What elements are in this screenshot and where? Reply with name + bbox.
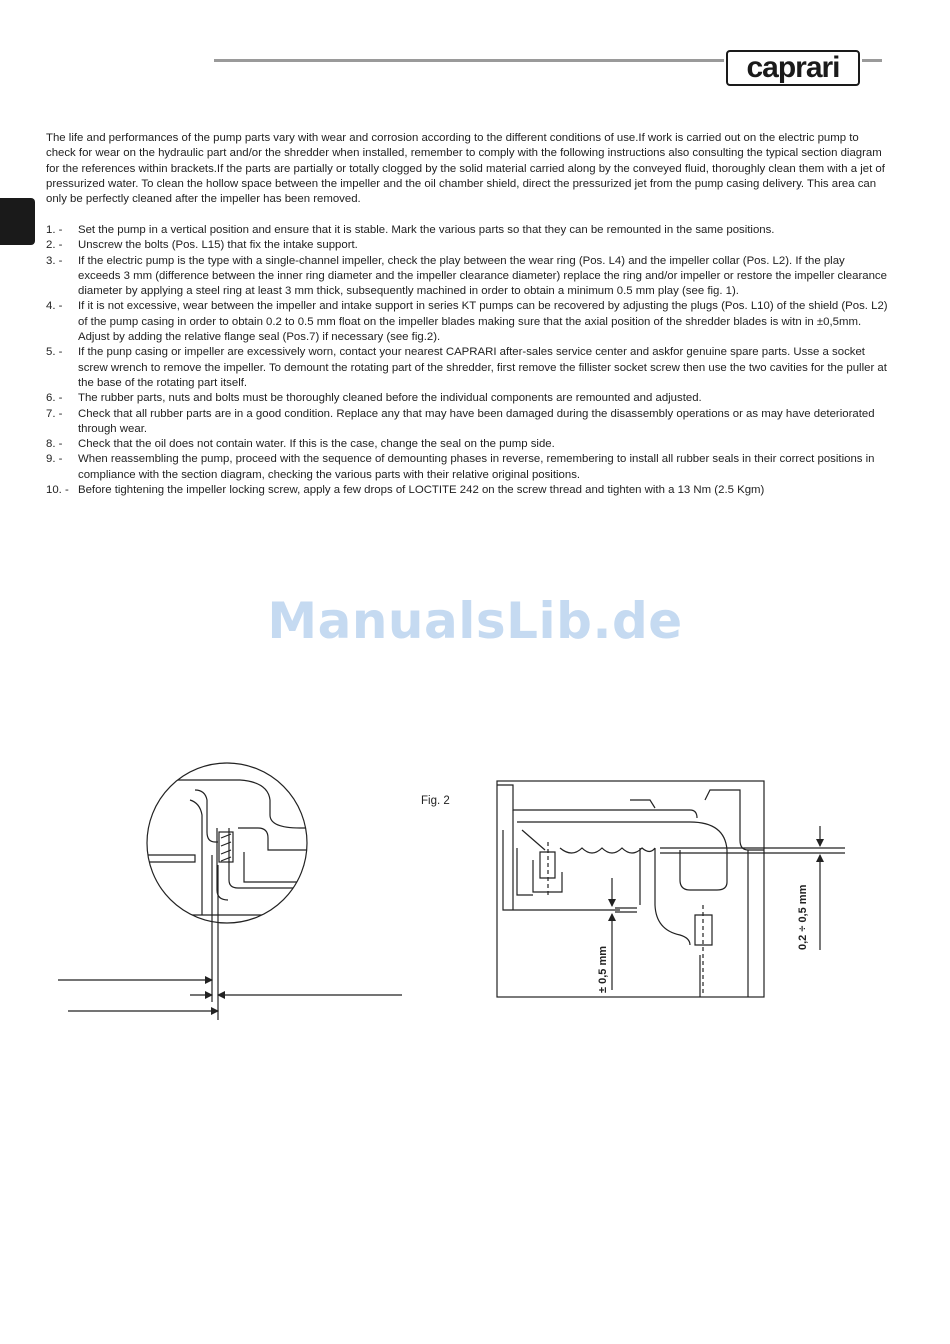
step-number: 8. -	[46, 438, 63, 451]
step-text: Check that all rubber parts are in a good condition. Replace any that may have been damaged during the disassembly operations or as may have deteriorated through wear.	[78, 407, 875, 435]
step-text: Unscrew the bolts (Pos. L15) that fix the intake support.	[78, 239, 358, 252]
step-number: 3. -	[46, 254, 63, 267]
step-number: 4. -	[46, 300, 63, 313]
step-text: If the punp casing or impeller are excessively worn, contact your nearest CAPRARI after-sales service center and askfor genuine spare parts. Usse a socket screw wrench to remove the impeller. To demount the rotating part of the shredder, first remove the fillister socket screw then use the two cavities for the puller at the base of the rotating part itself.	[78, 346, 887, 389]
intro-paragraph: The life and performances of the pump parts vary with wear and corrosion according to the different conditions of use.If work is carried out on the electric pump to check for wear on the hydraulic part and/or the shredder when installed, remember to comply with the following instructions also consulting the typical section diagram for the references within brackets.If the parts are partially or totally clogged by the solid material carried along by the conveyed fluid, thoroughly clean them with a jet of pressurized water. To clean the hollow space between the impeller and the oil chamber shield, direct the pressurized jet from the pump casing delivery. This area can only be perfectly cleaned after the impeller has been removed.	[46, 132, 885, 206]
step-text: Set the pump in a vertical position and ensure that it is stable. Mark the various parts so that they can be remounted in the same positions.	[78, 224, 775, 236]
step-text: Check that the oil does not contain water. If this is the case, change the seal on the pump side.	[78, 438, 555, 451]
step-text: If the electric pump is the type with a single-channel impeller, check the play between the wear ring (Pos. L4) and the impeller collar (Pos. L2). If the play exceeds 3 mm (difference between the inner ring diameter and the impeller clearance diameter) replace the ring and/or impeller or restore the impeller clearance diameter by applying a steel ring at least 3 mm thick, subsequently machined in order to obtain a minimum 0.5 mm play (see fig. 1).	[78, 254, 887, 298]
step-number: 5. -	[46, 346, 63, 359]
step-number: 9. -	[46, 453, 63, 466]
step-text: If it is not excessive, wear between the impeller and intake support in series KT pumps can be recovered by adjusting the plugs (Pos. L10) of the shield (Pos. L2) of the pump casing in order to obtain 0.2 to 0.5 mm float on the impeller blades making sure that the axial position of the shredder blades is witn in ±0,5mm. Adjust by adding the relative flange seal (Pos.7) if necessary (see fig.2).	[78, 300, 888, 344]
step-number: 2. -	[46, 239, 63, 252]
step-number: 6. -	[46, 392, 63, 405]
step-text: Before tightening the impeller locking screw, apply a few drops of LOCTITE 242 on the screw thread and tighten with a 13 Nm (2.5 Kgm)	[78, 484, 765, 497]
dim-float-label: 0,2 ÷ 0,5 mm	[797, 884, 809, 950]
fig2-section-drawing	[497, 781, 845, 997]
step-number: 10. -	[46, 484, 69, 497]
step-number: 7. -	[46, 407, 63, 420]
fig2-label: Fig. 2	[421, 795, 450, 807]
step-text: When reassembling the pump, proceed with the sequence of demounting phases in reverse, remembering to install all rubber seals in their correct positions in compliance with the section diagram, checking the various parts with their relative original positions.	[78, 453, 875, 481]
step-text: The rubber parts, nuts and bolts must be thoroughly cleaned before the individual components are remounted and adjusted.	[78, 392, 702, 405]
step-number: 1. -	[46, 224, 63, 236]
watermark: ManualsLib.de	[267, 592, 683, 650]
fig1-detail-drawing	[58, 763, 402, 1020]
brand-name: caprari	[746, 51, 840, 84]
dim-axial-label: ± 0,5 mm	[597, 945, 609, 993]
